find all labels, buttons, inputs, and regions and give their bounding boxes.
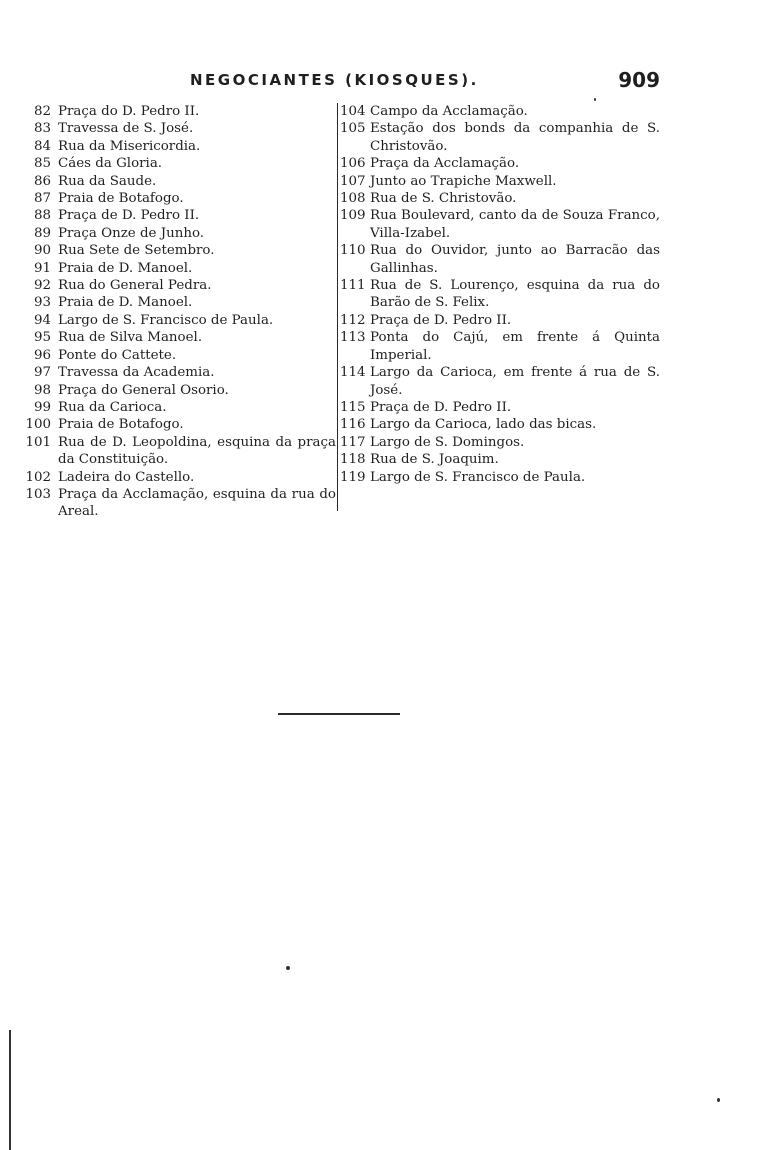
left-entry	[18, 190, 336, 207]
entry-location: Largo de S. Francisco de Paula.	[370, 469, 586, 485]
entry-number: 85	[33, 156, 51, 172]
entry-location: Rua da Misericordia.	[58, 138, 201, 154]
left-entry	[18, 260, 336, 277]
left-entry	[18, 277, 336, 294]
left-entry	[18, 242, 336, 259]
left-entry	[18, 294, 336, 311]
entry-location: Praça da Acclamação.	[370, 156, 520, 172]
scan-speck	[717, 1098, 720, 1102]
entry-number: 111	[340, 278, 366, 294]
entry-number: 88	[33, 208, 51, 224]
entry-location: Rua Boulevard, canto da de Souza Franco, Villa-Izabel.	[370, 208, 660, 241]
entry-location: Praia de Botafogo.	[58, 191, 184, 207]
entry-location: Largo de S. Francisco de Paula.	[58, 312, 274, 328]
right-entry	[340, 155, 660, 172]
scan-edge-mark	[9, 1030, 11, 1150]
left-entry	[18, 207, 336, 224]
entry-location: Junto ao Trapiche Maxwell.	[370, 173, 557, 189]
entry-location: Ponte do Cattete.	[58, 347, 177, 363]
entry-location: Estação dos bonds da companhia de S. Christovão.	[370, 121, 660, 154]
right-entry	[340, 242, 660, 277]
entry-location: Praça Onze de Junho.	[58, 225, 205, 241]
entry-location: Praia de D. Manoel.	[58, 260, 193, 276]
entry-location: Praça da Acclamação, esquina da rua do Areal.	[58, 486, 336, 520]
entry-location: Praia de Botafogo.	[58, 417, 184, 433]
entry-number: 86	[33, 173, 51, 189]
entry-location: Ponta do Cajú, em frente á Quinta Imperial.	[370, 330, 660, 363]
entry-location: Praça do D. Pedro II.	[58, 104, 200, 119]
entry-location: Largo de S. Domingos.	[370, 434, 525, 450]
entry-number: 109	[340, 208, 366, 224]
left-entry	[18, 399, 336, 416]
entry-number: 105	[340, 121, 366, 137]
entry-number: 90	[33, 243, 51, 259]
entry-number: 102	[25, 469, 51, 485]
page-number: 909	[618, 68, 660, 92]
right-entry	[340, 103, 660, 120]
left-entry	[18, 416, 336, 433]
entry-location: Rua de S. Christovão.	[370, 191, 517, 207]
right-entry	[340, 451, 660, 468]
left-entry	[18, 434, 336, 469]
entry-number: 117	[340, 434, 366, 450]
entry-location: Praça do General Osorio.	[58, 382, 229, 398]
entry-number: 118	[340, 452, 366, 468]
right-entry	[340, 173, 660, 190]
section-end-rule	[278, 713, 400, 715]
entry-number: 95	[33, 330, 51, 346]
section-title: NEGOCIANTES (KIOSQUES).	[190, 71, 479, 89]
entry-location: Rua de S. Lourenço, esquina da rua do Barão de S. Felix.	[370, 278, 660, 311]
right-entry	[340, 399, 660, 416]
scan-speck	[594, 98, 596, 101]
entry-location: Largo da Carioca, lado das bicas.	[370, 417, 597, 433]
entry-location: Rua de D. Leopoldina, esquina da praça da Constituição.	[58, 434, 336, 468]
entry-number: 91	[33, 260, 51, 276]
left-entry	[18, 173, 336, 190]
left-entry	[18, 469, 336, 486]
entry-location: Campo da Acclamação.	[370, 104, 528, 119]
right-entry	[340, 120, 660, 155]
entry-number: 115	[340, 399, 366, 415]
right-entry	[340, 416, 660, 433]
right-entry	[340, 277, 660, 312]
right-entry	[340, 190, 660, 207]
entry-location: Rua de S. Joaquim.	[370, 452, 499, 468]
entry-location: Praça de D. Pedro II.	[370, 312, 512, 328]
left-entry	[18, 155, 336, 172]
entry-location: Travessa de S. José.	[58, 121, 194, 137]
entry-location: Praça de D. Pedro II.	[58, 208, 200, 224]
right-entry	[340, 469, 660, 486]
entry-location: Rua Sete de Setembro.	[58, 243, 215, 259]
entry-location: Rua do General Pedra.	[58, 278, 212, 294]
left-entry	[18, 138, 336, 155]
right-column	[340, 103, 660, 486]
entry-number: 92	[33, 278, 51, 294]
entry-number: 97	[33, 365, 51, 381]
entry-number: 104	[340, 104, 366, 119]
entry-number: 103	[25, 486, 51, 502]
entry-number: 106	[340, 156, 366, 172]
right-entry	[340, 207, 660, 242]
entry-location: Travessa da Academia.	[58, 365, 215, 381]
entry-location: Cáes da Gloria.	[58, 156, 163, 172]
entry-number: 98	[33, 382, 51, 398]
left-entry	[18, 329, 336, 346]
entry-number: 87	[33, 191, 51, 207]
entry-number: 107	[340, 173, 366, 189]
entry-number: 112	[340, 312, 366, 328]
entry-number: 93	[33, 295, 51, 311]
left-entry	[18, 486, 336, 521]
entry-location: Ladeira do Castello.	[58, 469, 195, 485]
left-entry	[18, 225, 336, 242]
right-entry	[340, 329, 660, 364]
entry-number: 94	[33, 312, 51, 328]
right-entry	[340, 312, 660, 329]
left-entry	[18, 382, 336, 399]
left-entry	[18, 103, 336, 120]
right-entry	[340, 434, 660, 451]
entry-location: Praça de D. Pedro II.	[370, 399, 512, 415]
scan-speck	[286, 966, 290, 970]
entry-number: 119	[340, 469, 366, 485]
entry-location: Rua de Silva Manoel.	[58, 330, 203, 346]
entry-number: 83	[33, 121, 51, 137]
entry-number: 96	[33, 347, 51, 363]
entry-number: 113	[340, 330, 366, 346]
entry-number: 116	[340, 417, 366, 433]
left-entry	[18, 347, 336, 364]
entry-number: 99	[33, 399, 51, 415]
column-divider	[337, 103, 338, 511]
entry-location: Rua da Saude.	[58, 173, 157, 189]
left-column	[18, 103, 336, 521]
entry-location: Praia de D. Manoel.	[58, 295, 193, 311]
left-entry	[18, 312, 336, 329]
entry-number: 101	[25, 434, 51, 450]
entry-number: 84	[33, 138, 51, 154]
page-header	[190, 68, 660, 92]
entry-number: 100	[25, 417, 51, 433]
left-entry	[18, 120, 336, 137]
entry-number: 82	[33, 104, 51, 119]
right-entry	[340, 364, 660, 399]
entry-number: 108	[340, 191, 366, 207]
entry-number: 110	[340, 243, 366, 259]
entry-number: 114	[340, 365, 366, 381]
entry-number: 89	[33, 225, 51, 241]
entry-location: Largo da Carioca, em frente á rua de S. José.	[370, 365, 660, 398]
entry-location: Rua do Ouvidor, junto ao Barracão das Gallinhas.	[370, 243, 660, 276]
entry-location: Rua da Carioca.	[58, 399, 167, 415]
left-entry	[18, 364, 336, 381]
